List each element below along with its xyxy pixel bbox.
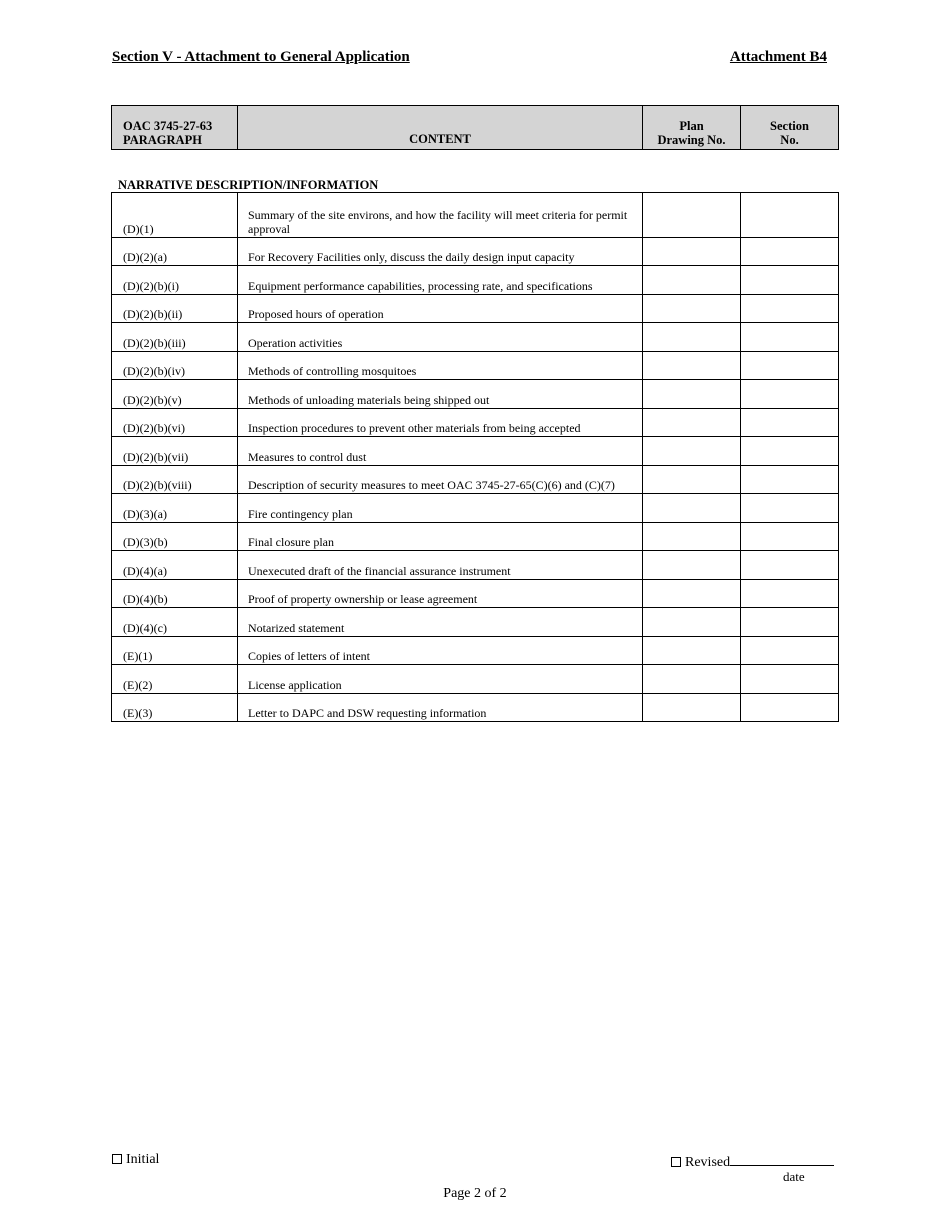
plan-drawing-cell[interactable] xyxy=(643,437,741,466)
content-cell: Equipment performance capabilities, processing rate, and specifications xyxy=(238,266,643,295)
table-row xyxy=(112,266,839,295)
section-number-cell[interactable] xyxy=(741,294,839,323)
paragraph-cell: (D)(2)(b)(iii) xyxy=(112,323,238,352)
initial-checkbox-field[interactable] xyxy=(112,1152,159,1168)
paragraph-cell: (D)(4)(b) xyxy=(112,579,238,608)
plan-header-line1: Plan xyxy=(679,119,704,133)
section-number-cell[interactable] xyxy=(741,693,839,722)
table-row xyxy=(112,465,839,494)
table-row xyxy=(112,494,839,523)
paragraph-cell: (D)(4)(c) xyxy=(112,608,238,637)
paragraph-header-line2: PARAGRAPH xyxy=(123,133,202,147)
paragraph-cell: (D)(2)(b)(viii) xyxy=(112,465,238,494)
table-row xyxy=(112,408,839,437)
table-row xyxy=(112,380,839,409)
section-number-cell[interactable] xyxy=(741,665,839,694)
plan-drawing-cell[interactable] xyxy=(643,665,741,694)
plan-drawing-cell[interactable] xyxy=(643,608,741,637)
plan-drawing-cell[interactable] xyxy=(643,693,741,722)
section-header-line2: No. xyxy=(780,133,799,147)
content-cell: Methods of unloading materials being shipped out xyxy=(238,380,643,409)
content-cell: Inspection procedures to prevent other materials from being accepted xyxy=(238,408,643,437)
header-section-title: Section V - Attachment to General Application xyxy=(112,49,410,65)
plan-drawing-cell[interactable] xyxy=(643,408,741,437)
table-row xyxy=(112,351,839,380)
initial-label: Initial xyxy=(126,1152,160,1167)
paragraph-cell: (E)(3) xyxy=(112,693,238,722)
plan-drawing-cell[interactable] xyxy=(643,380,741,409)
section-number-cell[interactable] xyxy=(741,380,839,409)
table-row xyxy=(112,579,839,608)
content-cell: Operation activities xyxy=(238,323,643,352)
plan-header-line2: Drawing No. xyxy=(657,133,726,147)
section-number-cell[interactable] xyxy=(741,551,839,580)
table-row xyxy=(112,294,839,323)
table-row xyxy=(112,323,839,352)
paragraph-cell: (E)(1) xyxy=(112,636,238,665)
table-row xyxy=(112,437,839,466)
column-header-table xyxy=(111,105,839,150)
date-label: date xyxy=(783,1169,805,1184)
paragraph-cell: (D)(2)(b)(ii) xyxy=(112,294,238,323)
table-row xyxy=(112,665,839,694)
table-row xyxy=(112,636,839,665)
paragraph-header-line1: OAC 3745-27-63 xyxy=(123,119,213,133)
narrative-section-title: NARRATIVE DESCRIPTION/INFORMATION xyxy=(118,178,379,192)
plan-drawing-cell[interactable] xyxy=(643,636,741,665)
paragraph-cell: (E)(2) xyxy=(112,665,238,694)
section-number-cell[interactable] xyxy=(741,408,839,437)
column-header-section xyxy=(741,106,838,149)
column-header-plan xyxy=(643,106,741,149)
plan-drawing-cell[interactable] xyxy=(643,522,741,551)
table-row xyxy=(112,551,839,580)
table-row xyxy=(112,522,839,551)
paragraph-cell: (D)(4)(a) xyxy=(112,551,238,580)
content-cell: Letter to DAPC and DSW requesting information xyxy=(238,693,643,722)
section-number-cell[interactable] xyxy=(741,636,839,665)
paragraph-cell: (D)(2)(b)(i) xyxy=(112,266,238,295)
content-cell: Summary of the site environs, and how the facility will meet criteria for permit approval xyxy=(238,193,643,238)
section-number-cell[interactable] xyxy=(741,351,839,380)
revised-date-line[interactable] xyxy=(730,1152,834,1166)
paragraph-cell: (D)(3)(a) xyxy=(112,494,238,523)
plan-drawing-cell[interactable] xyxy=(643,465,741,494)
revised-checkbox-field[interactable] xyxy=(671,1152,834,1171)
table-row xyxy=(112,193,839,238)
column-header-paragraph xyxy=(112,106,238,149)
paragraph-cell: (D)(2)(b)(vii) xyxy=(112,437,238,466)
initial-checkbox[interactable] xyxy=(112,1154,122,1164)
content-cell: Measures to control dust xyxy=(238,437,643,466)
section-number-cell[interactable] xyxy=(741,437,839,466)
content-cell: Final closure plan xyxy=(238,522,643,551)
revised-label: Revised xyxy=(685,1155,731,1170)
paragraph-cell: (D)(2)(b)(iv) xyxy=(112,351,238,380)
content-cell: Description of security measures to meet OAC 3745-27-65(C)(6) and (C)(7) xyxy=(238,465,643,494)
paragraph-cell: (D)(2)(a) xyxy=(112,237,238,266)
section-number-cell[interactable] xyxy=(741,266,839,295)
plan-drawing-cell[interactable] xyxy=(643,323,741,352)
table-row xyxy=(112,693,839,722)
plan-drawing-cell[interactable] xyxy=(643,193,741,238)
paragraph-cell: (D)(1) xyxy=(112,193,238,238)
plan-drawing-cell[interactable] xyxy=(643,551,741,580)
plan-drawing-cell[interactable] xyxy=(643,237,741,266)
page-number: Page 2 of 2 xyxy=(443,1186,507,1201)
content-cell: Methods of controlling mosquitoes xyxy=(238,351,643,380)
content-header-label: CONTENT xyxy=(409,132,471,146)
content-cell: Copies of letters of intent xyxy=(238,636,643,665)
paragraph-cell: (D)(3)(b) xyxy=(112,522,238,551)
section-header-line1: Section xyxy=(770,119,809,133)
paragraph-cell: (D)(2)(b)(vi) xyxy=(112,408,238,437)
section-number-cell[interactable] xyxy=(741,237,839,266)
section-number-cell[interactable] xyxy=(741,608,839,637)
column-header-content xyxy=(238,106,643,149)
table-row xyxy=(112,237,839,266)
plan-drawing-cell[interactable] xyxy=(643,266,741,295)
plan-drawing-cell[interactable] xyxy=(643,494,741,523)
table-row xyxy=(112,608,839,637)
section-number-cell[interactable] xyxy=(741,494,839,523)
section-number-cell[interactable] xyxy=(741,465,839,494)
plan-drawing-cell[interactable] xyxy=(643,294,741,323)
content-cell: Proposed hours of operation xyxy=(238,294,643,323)
content-cell: Notarized statement xyxy=(238,608,643,637)
content-cell: For Recovery Facilities only, discuss the daily design input capacity xyxy=(238,237,643,266)
requirements-table xyxy=(111,192,839,722)
plan-drawing-cell[interactable] xyxy=(643,351,741,380)
paragraph-cell: (D)(2)(b)(v) xyxy=(112,380,238,409)
plan-drawing-cell[interactable] xyxy=(643,579,741,608)
section-number-cell[interactable] xyxy=(741,579,839,608)
section-number-cell[interactable] xyxy=(741,323,839,352)
header-attachment-label: Attachment B4 xyxy=(729,49,827,65)
section-number-cell[interactable] xyxy=(741,193,839,238)
content-cell: Unexecuted draft of the financial assurance instrument xyxy=(238,551,643,580)
section-number-cell[interactable] xyxy=(741,522,839,551)
content-cell: License application xyxy=(238,665,643,694)
revised-checkbox[interactable] xyxy=(671,1157,681,1167)
content-cell: Fire contingency plan xyxy=(238,494,643,523)
content-cell: Proof of property ownership or lease agreement xyxy=(238,579,643,608)
